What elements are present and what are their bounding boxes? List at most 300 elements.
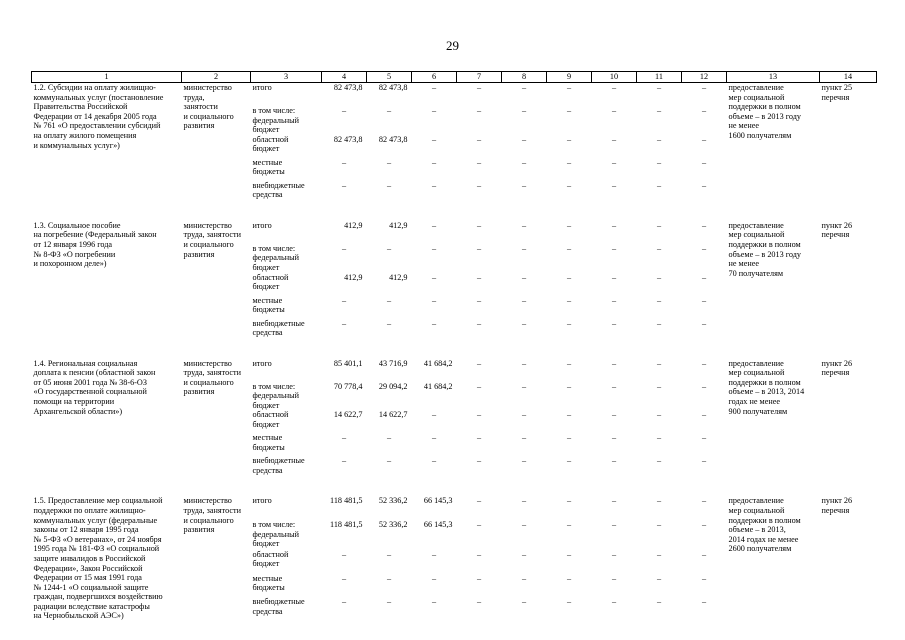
value-cell: – bbox=[611, 433, 617, 443]
value-cell: – bbox=[521, 157, 527, 167]
column-header: 4 bbox=[322, 72, 367, 83]
value-cell: – bbox=[656, 573, 662, 583]
text-line: Правительства Российской bbox=[33, 102, 128, 112]
text-line: от 12 января 1996 года bbox=[33, 239, 113, 249]
value-cell: 118 481,5 bbox=[330, 496, 363, 506]
value-cell: – bbox=[476, 157, 482, 167]
text-line: пункт 26 bbox=[821, 220, 853, 230]
text-line: 70 получателям bbox=[728, 268, 784, 278]
value-cell: – bbox=[611, 410, 617, 420]
text-line: поддержки в полном bbox=[728, 515, 801, 525]
text-line: доплата к пенсии (областной закон bbox=[33, 368, 156, 378]
value-cell: – bbox=[566, 106, 572, 115]
funding-source bbox=[251, 433, 322, 456]
value-cell: – bbox=[656, 220, 662, 230]
section-spacer bbox=[32, 479, 877, 496]
value-cell: – bbox=[476, 106, 482, 115]
section-title bbox=[32, 496, 182, 621]
value-cell: – bbox=[431, 134, 437, 144]
value-cell: – bbox=[431, 220, 437, 230]
text-line: не менее bbox=[728, 121, 760, 131]
value-cell: – bbox=[341, 549, 347, 559]
column-header: 12 bbox=[682, 72, 727, 83]
value-cell: – bbox=[521, 549, 527, 559]
text-line: местные bbox=[252, 295, 283, 305]
value-cell: – bbox=[386, 456, 392, 466]
text-line: средства bbox=[252, 606, 283, 616]
funding-source bbox=[251, 106, 322, 135]
text-line: поддержки в полном bbox=[728, 102, 801, 112]
text-line: предоставление bbox=[728, 358, 784, 368]
value-cell: – bbox=[566, 272, 572, 282]
value-cell: – bbox=[656, 496, 662, 506]
value-cell: 29 094,2 bbox=[378, 381, 408, 391]
text-line: итого bbox=[252, 496, 272, 506]
value-cell: – bbox=[566, 549, 572, 559]
value-cell: – bbox=[656, 180, 662, 190]
section-spacer bbox=[32, 342, 877, 359]
text-line: бюджет bbox=[252, 144, 280, 154]
text-line: итого bbox=[252, 220, 272, 230]
value-cell: – bbox=[611, 549, 617, 559]
text-line: развития bbox=[183, 249, 215, 259]
text-line: предоставление bbox=[728, 83, 784, 92]
table-row bbox=[32, 496, 877, 520]
value-cell: – bbox=[386, 549, 392, 559]
text-line: защите инвалидов в Российской bbox=[33, 553, 146, 563]
value-cell: – bbox=[341, 573, 347, 583]
value-cell: – bbox=[701, 381, 707, 391]
value-cell: – bbox=[521, 83, 527, 92]
value-cell: 118 481,5 bbox=[330, 520, 363, 530]
value-cell: – bbox=[611, 520, 617, 530]
section-title bbox=[32, 359, 182, 480]
column-header: 8 bbox=[502, 72, 547, 83]
value-cell: – bbox=[476, 83, 482, 92]
text-line: мер социальной bbox=[728, 230, 785, 240]
funding-source bbox=[251, 221, 322, 244]
spacer-cell bbox=[32, 342, 877, 359]
column-header: 5 bbox=[367, 72, 412, 83]
value-cell: – bbox=[656, 243, 662, 253]
value-cell: – bbox=[656, 106, 662, 115]
text-line: Федерации», Закон Российской bbox=[33, 563, 143, 573]
value-cell: – bbox=[476, 520, 482, 530]
value-cell: – bbox=[701, 180, 707, 190]
executor-cell bbox=[182, 359, 251, 480]
value-cell: – bbox=[431, 106, 437, 115]
column-header: 6 bbox=[412, 72, 457, 83]
value-cell: – bbox=[611, 573, 617, 583]
value-cell: – bbox=[611, 381, 617, 391]
value-cell: – bbox=[701, 433, 707, 443]
value-cell: – bbox=[476, 243, 482, 253]
reference-cell bbox=[820, 496, 877, 621]
value-cell: – bbox=[521, 318, 527, 328]
value-cell: – bbox=[656, 83, 662, 92]
value-cell: 82 473,8 bbox=[333, 83, 363, 92]
value-cell: – bbox=[611, 496, 617, 506]
value-cell: – bbox=[431, 272, 437, 282]
value-cell: – bbox=[566, 220, 572, 230]
text-line: и социального bbox=[183, 111, 234, 121]
funding-source bbox=[251, 496, 322, 520]
value-cell: – bbox=[701, 83, 707, 92]
text-line: федеральный bbox=[252, 115, 300, 125]
text-line: бюджет bbox=[252, 400, 280, 410]
column-header: 3 bbox=[251, 72, 322, 83]
value-cell: – bbox=[386, 106, 392, 115]
text-line: внебюджетные bbox=[252, 597, 305, 607]
text-line: местные bbox=[252, 433, 283, 443]
executor-cell bbox=[182, 221, 251, 342]
value-cell: – bbox=[521, 272, 527, 282]
value-cell: – bbox=[341, 295, 347, 305]
value-cell: – bbox=[521, 134, 527, 144]
value-cell: – bbox=[701, 410, 707, 420]
funding-source bbox=[251, 135, 322, 158]
text-line: и социального bbox=[183, 515, 234, 525]
text-line: Федерации от 14 декабря 2005 года bbox=[33, 111, 157, 121]
value-cell: 14 622,7 bbox=[333, 410, 363, 420]
value-cell: – bbox=[656, 272, 662, 282]
funding-source bbox=[251, 520, 322, 550]
value-cell: 66 145,3 bbox=[423, 496, 453, 506]
text-line: бюджеты bbox=[252, 305, 285, 315]
funding-source bbox=[251, 410, 322, 433]
text-line: на оплату жилого помещения bbox=[33, 130, 137, 140]
value-cell: – bbox=[521, 106, 527, 115]
column-header: 13 bbox=[727, 72, 820, 83]
value-cell: – bbox=[521, 496, 527, 506]
value-cell: – bbox=[566, 496, 572, 506]
funding-source bbox=[251, 319, 322, 342]
text-line: в том числе: bbox=[252, 243, 296, 253]
value-cell: – bbox=[431, 410, 437, 420]
column-header: 10 bbox=[592, 72, 637, 83]
text-line: развития bbox=[183, 387, 215, 397]
text-line: областной bbox=[252, 272, 289, 282]
value-cell: – bbox=[341, 318, 347, 328]
value-cell: – bbox=[566, 243, 572, 253]
text-line: местные bbox=[252, 157, 283, 167]
value-cell: 41 684,2 bbox=[423, 358, 453, 368]
text-line: в том числе: bbox=[252, 381, 296, 391]
value-cell: – bbox=[476, 295, 482, 305]
column-header: 2 bbox=[182, 72, 251, 83]
value-cell: – bbox=[341, 180, 347, 190]
text-line: итого bbox=[252, 358, 272, 368]
text-line: перечня bbox=[821, 92, 850, 102]
text-line: граждан, подвергшихся воздействию bbox=[33, 592, 163, 602]
text-line: объеме – в 2013 году bbox=[728, 249, 802, 259]
value-cell: – bbox=[431, 295, 437, 305]
value-cell: – bbox=[701, 134, 707, 144]
value-cell: – bbox=[611, 597, 617, 607]
value-cell: – bbox=[476, 358, 482, 368]
value-cell: – bbox=[701, 243, 707, 253]
text-line: перечня bbox=[821, 230, 850, 240]
value-cell: – bbox=[386, 318, 392, 328]
text-line: средства bbox=[252, 190, 283, 200]
value-cell: – bbox=[521, 358, 527, 368]
text-line: 2600 получателям bbox=[728, 544, 792, 554]
text-line: 1.3. Социальное пособие bbox=[33, 220, 121, 230]
value-cell: – bbox=[431, 83, 437, 92]
value-cell: – bbox=[656, 295, 662, 305]
value-cell: – bbox=[566, 381, 572, 391]
value-cell: 82 473,8 bbox=[333, 134, 363, 144]
funding-source bbox=[251, 296, 322, 319]
text-line: в том числе: bbox=[252, 106, 296, 115]
value-cell: – bbox=[701, 456, 707, 466]
text-line: «О государственной социальной bbox=[33, 387, 147, 397]
text-line: бюджет bbox=[252, 262, 280, 272]
value-cell: – bbox=[476, 597, 482, 607]
text-line: средства bbox=[252, 328, 283, 338]
value-cell: – bbox=[656, 318, 662, 328]
value-cell: – bbox=[566, 597, 572, 607]
text-line: № 8-ФЗ «О погребении bbox=[33, 249, 116, 259]
funding-source bbox=[251, 382, 322, 411]
text-line: 1.4. Региональная социальная bbox=[33, 358, 138, 368]
value-cell: – bbox=[701, 318, 707, 328]
column-header: 11 bbox=[637, 72, 682, 83]
text-line: бюджет bbox=[252, 419, 280, 429]
text-line: министерство bbox=[183, 496, 232, 506]
text-line: областной bbox=[252, 410, 289, 420]
spacer-cell bbox=[32, 479, 877, 496]
value-cell: – bbox=[476, 433, 482, 443]
text-line: объеме – в 2013, 2014 bbox=[728, 387, 805, 397]
text-line: внебюджетные bbox=[252, 180, 305, 190]
value-cell: – bbox=[566, 180, 572, 190]
value-cell: – bbox=[656, 520, 662, 530]
text-line: министерство bbox=[183, 220, 232, 230]
text-line: развития bbox=[183, 525, 215, 535]
value-cell: – bbox=[611, 220, 617, 230]
value-cell: – bbox=[521, 243, 527, 253]
text-line: бюджет bbox=[252, 282, 280, 292]
text-line: и социального bbox=[183, 377, 234, 387]
value-cell: – bbox=[431, 157, 437, 167]
value-cell: – bbox=[656, 134, 662, 144]
reference-cell bbox=[820, 359, 877, 480]
value-cell: – bbox=[521, 573, 527, 583]
value-cell: – bbox=[611, 106, 617, 115]
value-cell: 52 336,2 bbox=[378, 496, 408, 506]
text-line: федеральный bbox=[252, 529, 300, 539]
value-cell: – bbox=[701, 520, 707, 530]
value-cell: – bbox=[476, 381, 482, 391]
text-line: поддержки по оплате жилищно- bbox=[33, 505, 146, 515]
value-cell: – bbox=[701, 358, 707, 368]
text-line: мер социальной bbox=[728, 505, 785, 515]
table-body bbox=[32, 83, 877, 622]
result-cell bbox=[727, 83, 820, 204]
text-line: средства bbox=[252, 465, 283, 475]
text-line: № 5-ФЗ «О ветеранах», от 24 ноября bbox=[33, 534, 162, 544]
value-cell: 43 716,9 bbox=[378, 358, 408, 368]
program-table bbox=[31, 71, 877, 621]
text-line: на Чернобыльской АЭС») bbox=[33, 611, 124, 621]
value-cell: 66 145,3 bbox=[423, 520, 453, 530]
text-line: № 1244-1 «О социальной защите bbox=[33, 582, 149, 592]
value-cell: – bbox=[566, 410, 572, 420]
result-cell bbox=[727, 359, 820, 480]
funding-source bbox=[251, 181, 322, 204]
value-cell: – bbox=[701, 295, 707, 305]
text-line: областной bbox=[252, 549, 289, 559]
value-cell: 85 401,1 bbox=[333, 358, 363, 368]
column-header: 14 bbox=[820, 72, 877, 83]
value-cell: – bbox=[386, 295, 392, 305]
value-cell: – bbox=[656, 381, 662, 391]
text-line: труда, занятости bbox=[183, 505, 242, 515]
value-cell: – bbox=[431, 243, 437, 253]
value-cell: 52 336,2 bbox=[378, 520, 408, 530]
executor-cell bbox=[182, 83, 251, 204]
text-line: итого bbox=[252, 83, 272, 92]
value-cell: – bbox=[611, 318, 617, 328]
value-cell: – bbox=[656, 456, 662, 466]
text-line: пункт 25 bbox=[821, 83, 853, 92]
value-cell: – bbox=[656, 157, 662, 167]
value-cell: – bbox=[521, 520, 527, 530]
column-header: 1 bbox=[32, 72, 182, 83]
text-line: и коммунальных услуг») bbox=[33, 140, 120, 150]
value-cell: – bbox=[341, 106, 347, 115]
value-cell: – bbox=[611, 83, 617, 92]
text-line: труда, занятости bbox=[183, 368, 242, 378]
value-cell: – bbox=[431, 180, 437, 190]
text-line: 1.5. Предоставление мер социальной bbox=[33, 496, 163, 506]
value-cell: – bbox=[386, 597, 392, 607]
value-cell: – bbox=[476, 573, 482, 583]
text-line: министерство bbox=[183, 358, 232, 368]
text-line: внебюджетные bbox=[252, 456, 305, 466]
value-cell: – bbox=[566, 456, 572, 466]
column-header: 7 bbox=[457, 72, 502, 83]
value-cell: – bbox=[701, 496, 707, 506]
value-cell: – bbox=[476, 180, 482, 190]
text-line: не менее bbox=[728, 259, 760, 269]
text-line: бюджет bbox=[252, 559, 280, 569]
text-line: Архангельской области») bbox=[33, 406, 123, 416]
value-cell: – bbox=[701, 157, 707, 167]
value-cell: – bbox=[566, 295, 572, 305]
text-line: пункт 26 bbox=[821, 496, 853, 506]
text-line: занятости bbox=[183, 102, 218, 112]
text-line: Федерации от 15 мая 1991 года bbox=[33, 573, 142, 583]
funding-source bbox=[251, 83, 322, 107]
value-cell: 82 473,8 bbox=[378, 134, 408, 144]
value-cell: – bbox=[566, 520, 572, 530]
value-cell: – bbox=[521, 220, 527, 230]
value-cell: – bbox=[611, 134, 617, 144]
text-line: 900 получателям bbox=[728, 406, 788, 416]
value-cell: – bbox=[431, 318, 437, 328]
value-cell: – bbox=[341, 456, 347, 466]
text-line: развития bbox=[183, 121, 215, 131]
column-header: 9 bbox=[547, 72, 592, 83]
text-line: поддержки в полном bbox=[728, 239, 801, 249]
value-cell: – bbox=[656, 597, 662, 607]
text-line: федеральный bbox=[252, 391, 300, 401]
value-cell: – bbox=[521, 295, 527, 305]
value-cell: – bbox=[476, 549, 482, 559]
value-cell: – bbox=[386, 157, 392, 167]
text-line: мер социальной bbox=[728, 92, 785, 102]
text-line: коммунальных услуг (постановление bbox=[33, 92, 164, 102]
value-cell: – bbox=[386, 573, 392, 583]
text-line: бюджет bbox=[252, 125, 280, 135]
value-cell: – bbox=[701, 106, 707, 115]
value-cell: 14 622,7 bbox=[378, 410, 408, 420]
funding-source bbox=[251, 550, 322, 574]
value-cell: – bbox=[431, 456, 437, 466]
value-cell: – bbox=[611, 456, 617, 466]
value-cell: – bbox=[611, 358, 617, 368]
value-cell: – bbox=[566, 157, 572, 167]
text-line: от 05 июня 2001 года № 38-6-ОЗ bbox=[33, 377, 147, 387]
text-line: предоставление bbox=[728, 496, 784, 506]
table-row bbox=[32, 221, 877, 244]
value-cell: 412,9 bbox=[344, 272, 363, 282]
value-cell: – bbox=[656, 410, 662, 420]
value-cell: – bbox=[386, 433, 392, 443]
funding-source bbox=[251, 244, 322, 273]
text-line: министерство bbox=[183, 83, 232, 92]
text-line: и похоронном деле») bbox=[33, 259, 107, 269]
value-cell: 82 473,8 bbox=[378, 83, 408, 92]
text-line: помощи на территории bbox=[33, 396, 115, 406]
value-cell: – bbox=[566, 433, 572, 443]
value-cell: – bbox=[521, 597, 527, 607]
value-cell: – bbox=[341, 597, 347, 607]
value-cell: 412,9 bbox=[344, 220, 363, 230]
value-cell: – bbox=[566, 83, 572, 92]
table-row bbox=[32, 359, 877, 382]
value-cell: – bbox=[701, 597, 707, 607]
value-cell: – bbox=[476, 410, 482, 420]
value-cell: – bbox=[341, 433, 347, 443]
text-line: бюджет bbox=[252, 539, 280, 549]
value-cell: – bbox=[341, 243, 347, 253]
section-title bbox=[32, 83, 182, 204]
value-cell: – bbox=[611, 295, 617, 305]
text-line: радиации вследствие катастрофы bbox=[33, 601, 150, 611]
text-line: в том числе: bbox=[252, 520, 296, 530]
value-cell: 412,9 bbox=[389, 220, 408, 230]
text-line: мер социальной bbox=[728, 368, 785, 378]
value-cell: 412,9 bbox=[389, 272, 408, 282]
text-line: объеме – в 2013, bbox=[728, 525, 786, 535]
value-cell: – bbox=[521, 433, 527, 443]
executor-cell bbox=[182, 496, 251, 621]
text-line: коммунальных услуг (федеральные bbox=[33, 515, 158, 525]
text-line: пункт 26 bbox=[821, 358, 853, 368]
value-cell: – bbox=[341, 157, 347, 167]
text-line: областной bbox=[252, 134, 289, 144]
value-cell: – bbox=[521, 456, 527, 466]
value-cell: – bbox=[611, 272, 617, 282]
text-line: объеме – в 2013 году bbox=[728, 111, 802, 121]
text-line: 2014 годах не менее bbox=[728, 534, 799, 544]
text-line: труда, занятости bbox=[183, 230, 242, 240]
value-cell: – bbox=[656, 549, 662, 559]
value-cell: – bbox=[701, 573, 707, 583]
